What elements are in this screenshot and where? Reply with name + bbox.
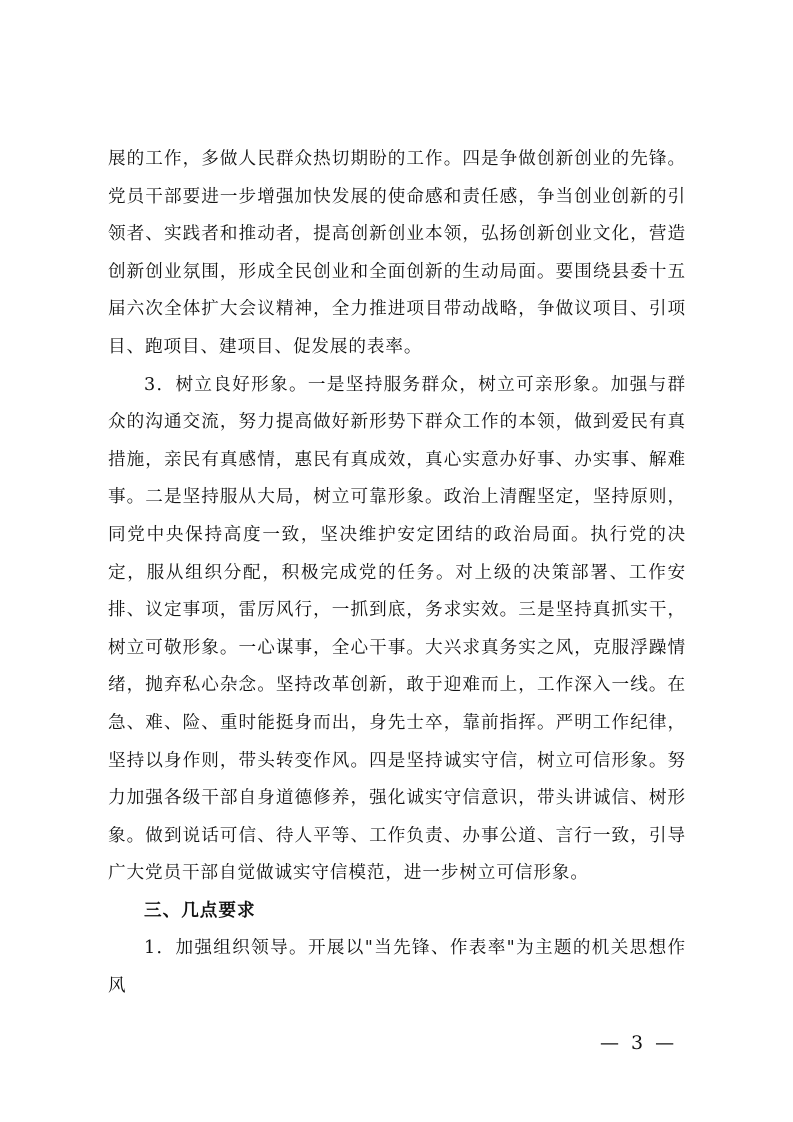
document-body xyxy=(108,141,686,1006)
body-paragraph-organization: 1．加强组织领导。开展以"当先锋、作表率"为主题的机关思想作风 xyxy=(108,938,686,997)
page-number: — 3 — xyxy=(600,1032,678,1054)
body-paragraph-continuation: 展的工作，多做人民群众热切期盼的工作。四是争做创新创业的先锋。党员干部要进一步增强加快发展的使命感和责任感，争当创业创新的引领者、实践者和推动者，提高创新创业本领，弘扬创新创业文化，营造创新创业氛围，形成全民创业和全面创新的生动局面。要围绕县委十五届六次全体扩大会议精神，全力推进项目带动战略，争做议项目、引项目、跑项目、建项目、促发展的表率。 xyxy=(108,149,686,357)
section-heading: 三、几点要求 xyxy=(144,900,256,921)
body-paragraph-good-image: 3．树立良好形象。一是坚持服务群众，树立可亲形象。加强与群众的沟通交流，努力提高做好新形势下群众工作的本领，做到爱民有真措施，亲民有真感情，惠民有真成效，真心实意办好事、办实事、解难事。二是坚持服从大局，树立可靠形象。政治上清醒坚定，坚持原则，同党中央保持高度一致，坚决维护安定团结的政治局面。执行党的决定，服从组织分配，积极完成党的任务。对上级的决策部署、工作安排、议定事项，雷厉风行，一抓到底，务求实效。三是坚持真抓实干，树立可敬形象。一心谋事，全心干事。大兴求真务实之风，克服浮躁情绪，抛弃私心杂念。坚持改革创新，敢于迎难而上，工作深入一线。在急、难、险、重时能挺身而出，身先士卒，靠前指挥。严明工作纪律，坚持以身作则，带头转变作风。四是坚持诚实守信，树立可信形象。努力加强各级干部自身道德修养，强化诚实守信意识，带头讲诚信、树形象。做到说话可信、待人平等、工作负责、办事公道、言行一致，引导广大党员干部自觉做诚实守信模范，进一步树立可信形象。 xyxy=(108,374,686,884)
